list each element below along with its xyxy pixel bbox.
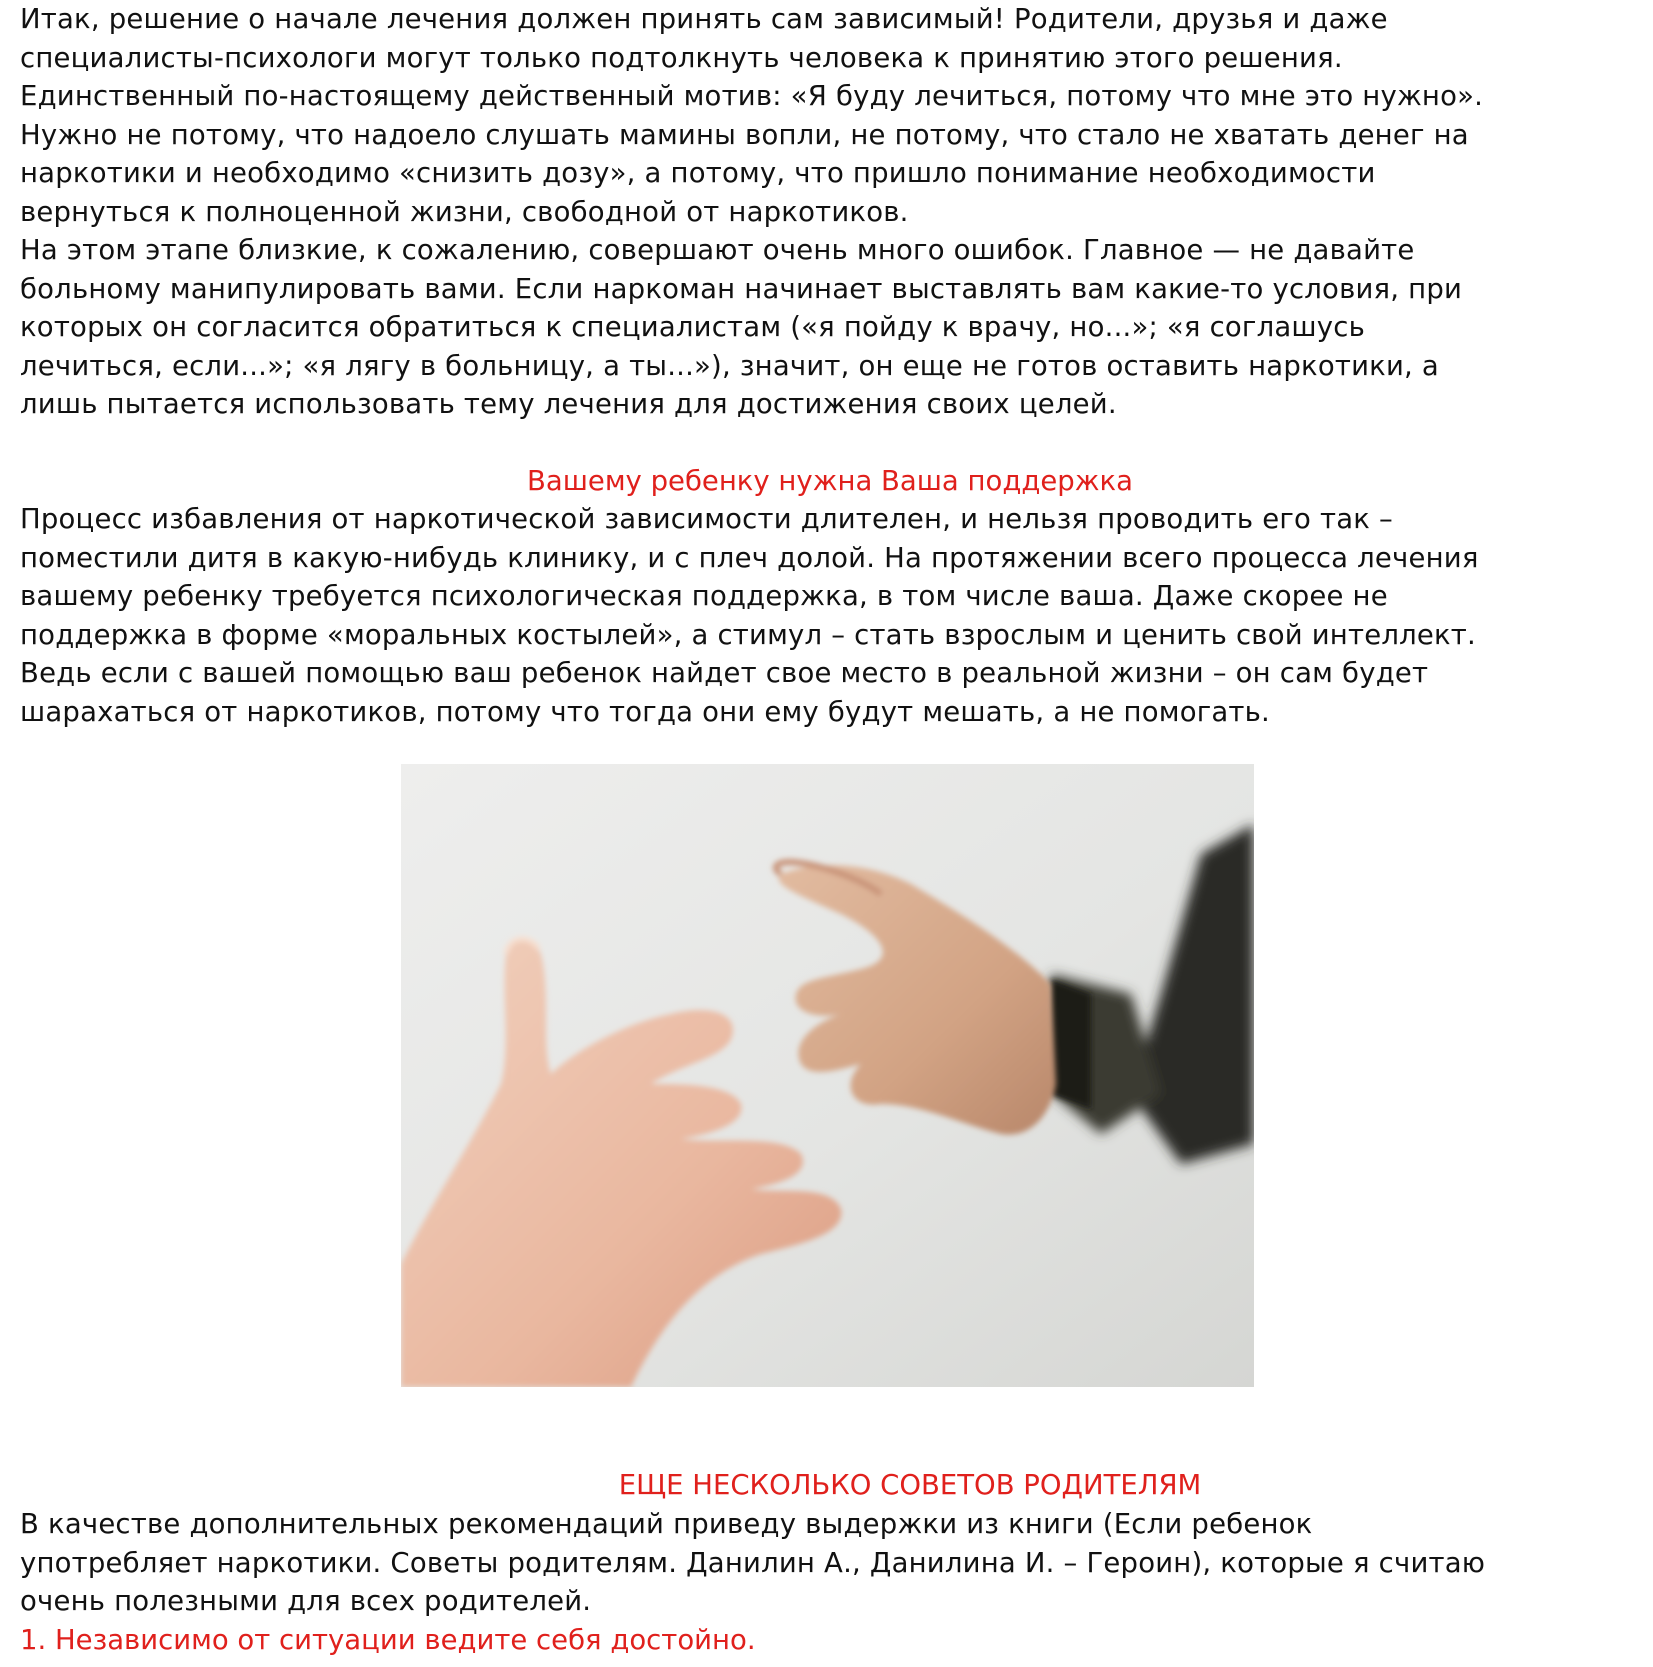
paragraph-mistakes: На этом этапе близкие, к сожалению, совершают очень много ошибок. Главное — не давайте больному манипулировать вами. Если наркоман начинает выставлять вам какие-то условия, при которых он согласится обратиться к специалистам («я пойду к врачу, но...»; «я соглашусь лечиться, если...»; «я лягу в больницу, а ты...»), значит, он еще не готов оставить наркотики, а лишь пытается использовать тему лечения для достижения своих целей. [20,234,1463,420]
paragraph-decision: Итак, решение о начале лечения должен принять сам зависимый! Родители, друзья и даже специалисты-психологи могут только подтолкнуть человека к принятию этого решения. Единственный по-настоящему действенный мотив: «Я буду лечиться, потому что мне это нужно». Нужно не потому, что надоело слушать мамины вопли, не потому, что стало не хватать денег на наркотики и необходимо «снизить дозу», а потому, что пришло понимание необходимости вернуться к полноценной жизни, свободной от наркотиков. [20,3,1484,228]
tip-item-1: 1. Независимо от ситуации ведите себя достойно. [20,1623,756,1656]
reaching-hands-photo [401,764,1254,1387]
paragraph-book-excerpt: В качестве дополнительных рекомендаций приведу выдержки из книги (Если ребенок употребляет наркотики. Советы родителям. Данилин А., Данилина И. – Героин), которые я считаю очень полезными для всех родителей. [20,1508,1486,1617]
document-page [20,0,1640,731]
tips-intro-block [20,1505,1640,1659]
section-heading-tips: ЕЩЕ НЕСКОЛЬКО СОВЕТОВ РОДИТЕЛЯМ [618,1469,1202,1501]
section-heading-support: Вашему ребенку нужна Ваша поддержка [527,464,1133,497]
paragraph-process: Процесс избавления от наркотической зависимости длителен, и нельзя проводить его так – поместили дитя в какую-нибудь клинику, и с плеч долой. На протяжении всего процесса лечения вашему ребенку требуется психологическая поддержка, в том числе ваша. Даже скорее не поддержка в форме «моральных костылей», а стимул – стать взрослым и ценить свой интеллект. Ведь если с вашей помощью ваш ребенок найдет свое место в реальной жизни – он сам будет шарахаться от наркотиков, потому что тогда они ему будут мешать, а не помогать. [20,503,1479,728]
hands-illustration [401,764,1254,1387]
